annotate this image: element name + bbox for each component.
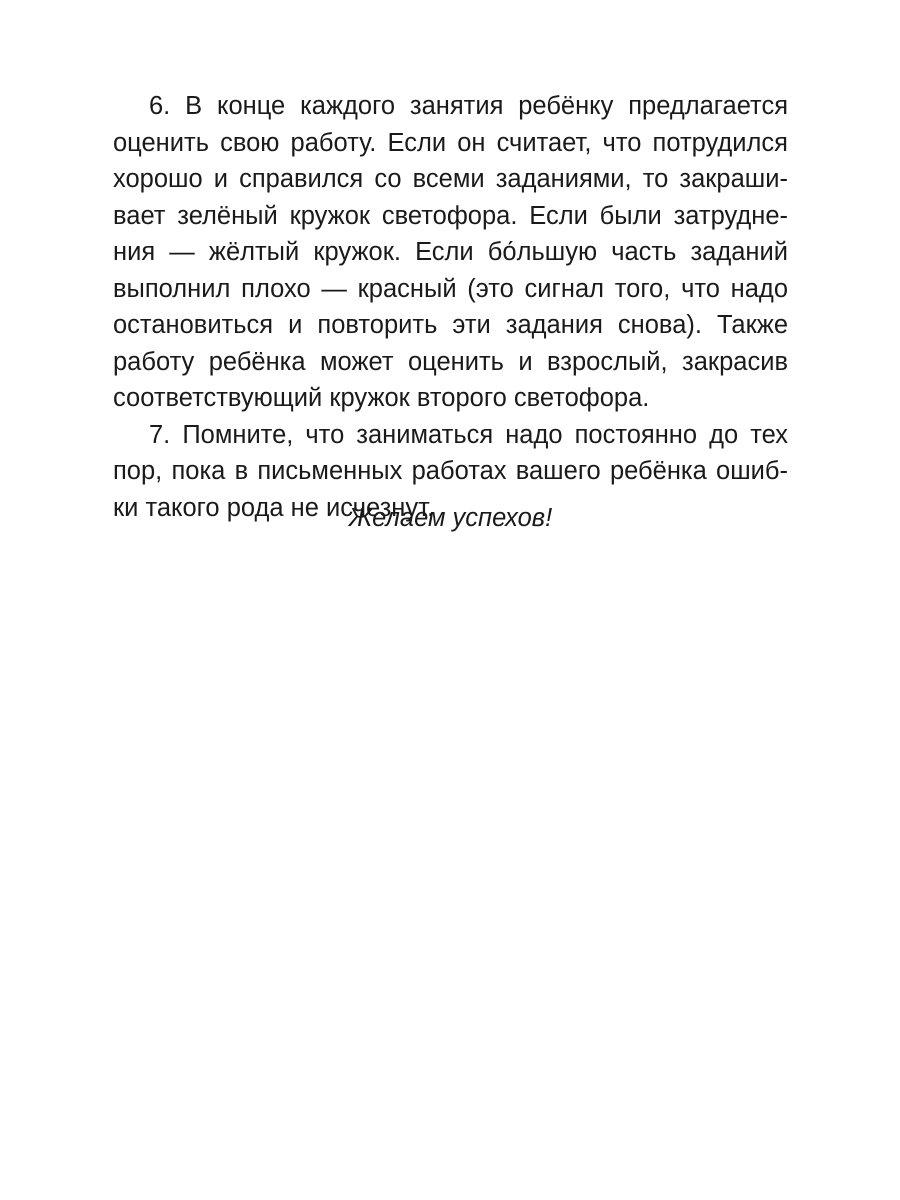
text-line: ния — жёлтый кружок. Если бо́льшую часть заданий	[113, 238, 788, 266]
closing-wish: Желаем успехов!	[348, 504, 553, 532]
text-line: хорошо и справился со всеми заданиями, то закраши-	[113, 165, 788, 193]
text-line: 7. Помните, что заниматься надо постоянно до тех	[149, 420, 788, 449]
text-line: остановиться и повторить эти задания снова). Также	[113, 311, 788, 339]
text-line: пор, пока в письменных работах вашего ребёнка ошиб-	[113, 457, 788, 485]
text-line: работу ребёнка может оценить и взрослый, закрасив	[113, 347, 788, 376]
text-line: выполнил плохо — красный (это сигнал того, что надо	[113, 274, 788, 303]
text-line: соответствующий кружок второго светофора.	[113, 384, 650, 412]
text-line: вает зелёный кружок светофора. Если были затрудне-	[113, 201, 788, 230]
text-line: оценить свою работу. Если он считает, что потрудился	[113, 128, 788, 157]
paragraph-6	[113, 88, 788, 417]
text-line: 6. В конце каждого занятия ребёнку предлагается	[149, 92, 788, 120]
text-line: ки такого рода не исчезнут.	[113, 493, 435, 522]
body-text	[113, 88, 788, 526]
